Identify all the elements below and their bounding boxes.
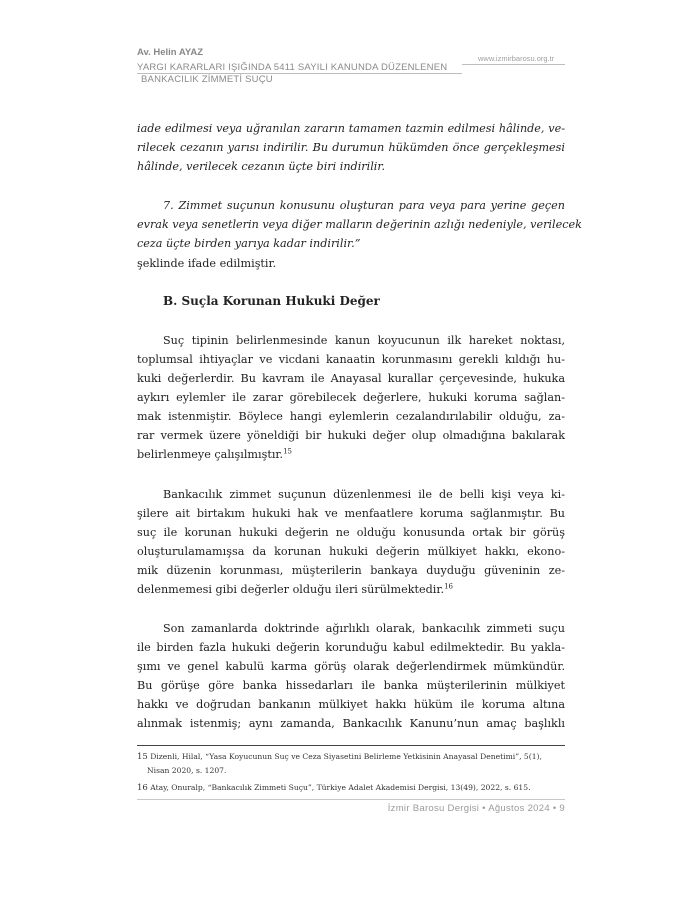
quote-line: iade edilmesi veya uğranılan zararın tamamen tazmin edilmesi hâlinde, ve- xyxy=(137,122,565,135)
paragraph-line: alınmak istenmiş; aynı zamanda, Bankacılık Kanunu’nun amaç başlıklı xyxy=(137,717,565,730)
footnote-number: 15 xyxy=(137,752,148,762)
header-divider-right xyxy=(462,64,565,65)
page-footer: İzmir Barosu Dergisi • Ağustos 2024 • 9 xyxy=(387,803,565,814)
quote-line: 7. Zimmet suçunun konusunu oluşturan para veya para yerine geçen xyxy=(163,199,565,212)
paragraph-line: ile birden fazla hukuki değerin korunduğu kabul edilmektedir. Bu yakla- xyxy=(137,641,565,654)
paragraph-line: suç ile korunan hukuki değerin ne olduğu konusunda ortak bir görüş xyxy=(137,526,565,539)
paragraph-line: Bu görüşe göre banka hissedarları ile banka müşterilerinin mülkiyet xyxy=(137,679,565,692)
paragraph-line: mik düzenin korunması, müşterilerin bankaya duyduğu güveninin ze- xyxy=(137,564,565,577)
paragraph-line: hakkı ve doğrudan bankanın mülkiyet hakkı hüküm ile koruma altına xyxy=(137,698,565,711)
paragraph-line: toplumsal ihtiyaçlar ve vicdani kanaatin korunmasını gerekli kıldığı hu- xyxy=(137,353,565,366)
footnote-ref[interactable]: 16 xyxy=(444,582,453,591)
paragraph-line xyxy=(137,446,565,464)
quote-line: rilecek cezanın yarısı indirilir. Bu durumun hükümden önce gerçekleşmesi xyxy=(137,141,565,154)
paragraph-line: Bankacılık zimmet suçunun düzenlenmesi ile de belli kişi veya ki- xyxy=(163,488,565,501)
header-title-line2: BANKACILIK ZİMMETİ SUÇU xyxy=(141,74,273,85)
footnote-ref[interactable]: 15 xyxy=(283,447,293,456)
footer-divider xyxy=(137,799,565,800)
footnote-continuation: Nisan 2020, s. 1207. xyxy=(147,766,227,775)
paragraph-line: şilere ait birtakım hukuki hak ve menfaatlere koruma sağlanmıştır. Bu xyxy=(137,507,565,520)
paragraph-text: delenmemesi gibi değerler olduğu ileri sürülmektedir. xyxy=(137,583,445,596)
footnote-number: 16 xyxy=(137,783,148,793)
footnote-16 xyxy=(137,781,565,795)
paragraph-line: oluşturulamamışsa da korunan hukuki değerin mülkiyet hakkı, ekono- xyxy=(137,545,565,558)
footnote-divider xyxy=(137,745,565,746)
paragraph-line: mak istenmiştir. Böylece hangi eylemlerin cezalandırılabilir olduğu, za- xyxy=(137,410,565,423)
quote-line: hâlinde, verilecek cezanın üçte biri indirilir. xyxy=(137,160,386,173)
paragraph-line: Son zamanlarda doktrinde ağırlıklı olarak, bankacılık zimmeti suçu xyxy=(163,622,565,635)
header-title-line1: YARGI KARARLARI IŞIĞINDA 5411 SAYILI KANUNDA DÜZENLENEN xyxy=(137,62,448,73)
quote-line: evrak veya senetlerin veya diğer malların değerinin azlığı nedeniyle, verilecek xyxy=(137,218,582,231)
paragraph-line xyxy=(137,581,565,599)
paragraph-text: belirlenmeye çalışılmıştır. xyxy=(137,448,284,461)
paragraph-line: aykırı eylemler ile zarar görebilecek değerlere, hukuki koruma sağlan- xyxy=(137,391,565,404)
header-divider xyxy=(137,73,462,74)
footnote-text: Atay, Onuralp, “Bankacılık Zimmeti Suçu”, Türkiye Adalet Akademisi Dergisi, 13(49), 2022, s. 615. xyxy=(150,783,531,792)
paragraph-line: kuki değerlerdir. Bu kavram ile Anayasal kurallar çerçevesinde, hukuka xyxy=(137,372,565,385)
footnote-15 xyxy=(137,750,565,778)
paragraph-line: şımı ve genel kabulü karma görüş olarak değerlendirmek mümkündür. xyxy=(137,660,565,673)
paragraph-line: Suç tipinin belirlenmesinde kanun koyucunun ilk hareket noktası, xyxy=(163,334,565,347)
section-heading: B. Suçla Korunan Hukuki Değer xyxy=(163,294,380,308)
paragraph-line: rar vermek üzere yöneldiği bir hukuki değer olup olmadığına bakılarak xyxy=(137,429,565,442)
header-article-title xyxy=(137,62,467,86)
after-quote-text: şeklinde ifade edilmiştir. xyxy=(137,257,277,270)
header-author: Av. Helin AYAZ xyxy=(137,47,203,58)
quote-line: ceza üçte birden yarıya kadar indirilir.” xyxy=(137,237,361,250)
header-url: www.izmirbarosu.org.tr xyxy=(478,54,555,63)
footnote-text: Dizenli, Hilal, “Yasa Koyucunun Suç ve Ceza Siyasetini Belirleme Yetkisinin Anayasal Denetimi”, 5(1), xyxy=(150,752,542,761)
